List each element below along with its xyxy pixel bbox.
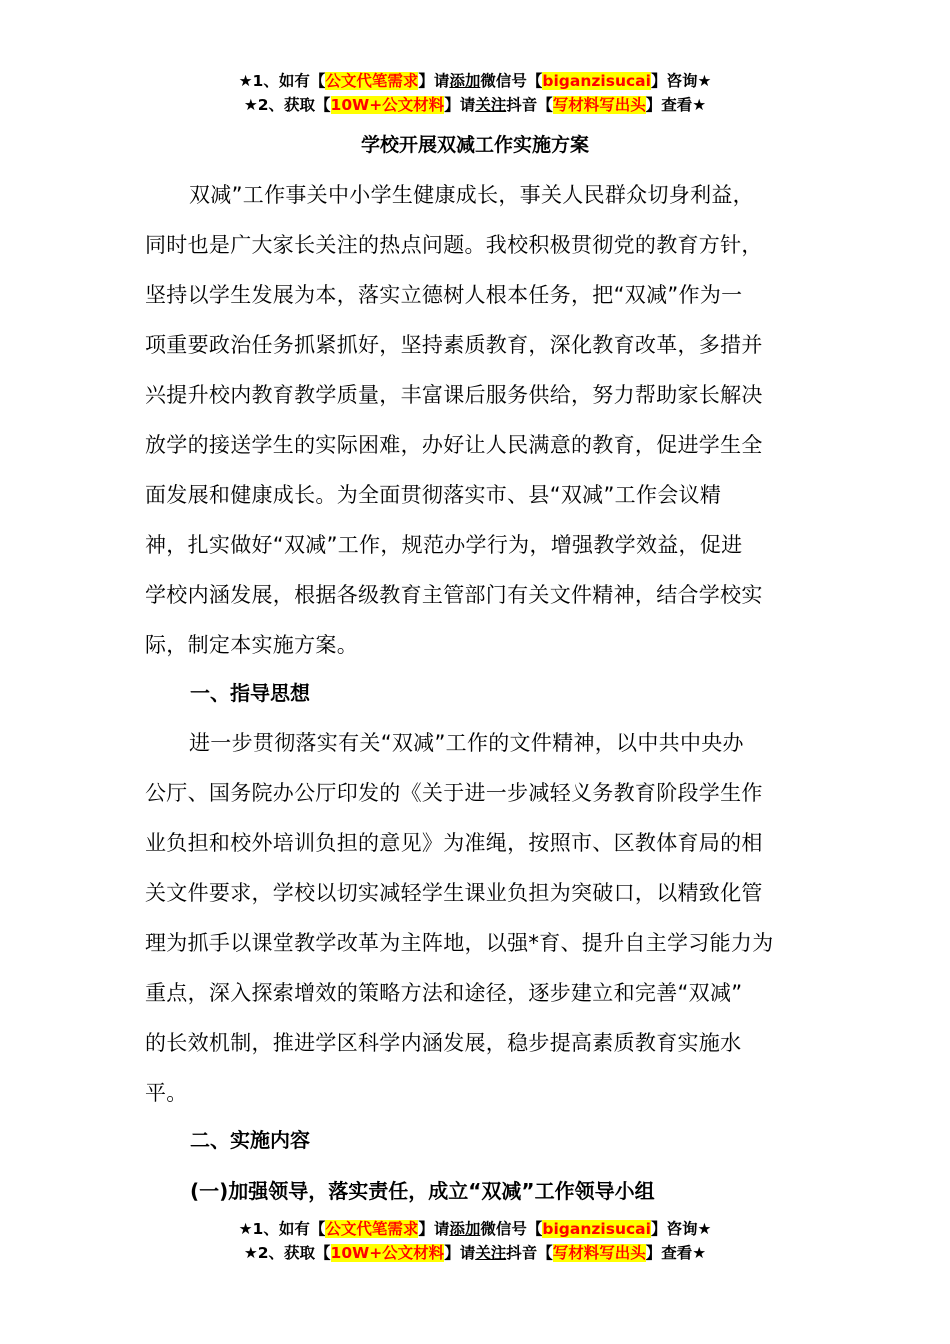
paragraph-line: 进一步贯彻落实有关“双减”工作的文件精神，以中共中央办 [189,731,744,755]
paragraph-line: 双减”工作事关中小学生健康成长，事关人民群众切身利益， [189,183,754,207]
section-heading-implementation: 二、实施内容 [190,1128,310,1152]
banner-text: ★1、如有【 [238,1220,326,1238]
highlight-text: 10W+公文材料 [330,1244,445,1262]
banner-text: ★2、获取【 [243,96,331,114]
bottom-banner [0,1217,950,1265]
banner-text: 微信号【 [480,1220,543,1238]
banner-text: ★2、获取【 [243,1244,331,1262]
paragraph-line: 重点，深入探索增效的策略方法和途径，逐步建立和完善“双减” [145,981,743,1005]
section-heading-guiding-ideology: 一、指导思想 [190,681,310,705]
banner-text: 抖音【 [506,1244,553,1262]
intro-paragraph [145,170,800,670]
highlight-text: 10W+公文材料 [330,96,445,114]
banner-text: 】咨询★ [650,1220,712,1238]
paragraph-line: 理为抓手以课堂教学改革为主阵地，以强*育、提升自主学习能力为 [145,931,774,955]
highlight-text: 公文代笔需求 [325,72,419,90]
paragraph-line: 坚持以学生发展为本，落实立德树人根本任务，把“双减”作为一 [145,283,743,307]
banner-text: ★1、如有【 [238,72,326,90]
paragraph-line: 同时也是广大家长关注的热点问题。我校积极贯彻党的教育方针， [145,233,763,257]
paragraph-line: 的长效机制，推进学区科学内涵发展，稳步提高素质教育实施水 [145,1031,742,1055]
paragraph-line: 关文件要求，学校以切实减轻学生课业负担为突破口，以精致化管 [145,881,763,905]
banner-text: 】请 [444,1244,476,1262]
banner-text: 】请 [418,72,450,90]
subsection-heading-leadership: (一)加强领导，落实责任，成立“双减”工作领导小组 [190,1179,655,1203]
banner-text: 】请 [418,1220,450,1238]
banner-line-2 [0,93,950,117]
banner-line-2 [0,1241,950,1265]
paragraph-line: 神，扎实做好“双减”工作，规范办学行为，增强教学效益，促进 [145,533,743,557]
banner-line-1 [0,1217,950,1241]
paragraph-line: 公厅、国务院办公厅印发的《关于进一步减轻义务教育阶段学生作 [145,781,763,805]
document-title: 学校开展双减工作实施方案 [360,134,589,156]
underlined-text: 添加 [449,1220,481,1238]
paragraph-line: 际，制定本实施方案。 [145,633,358,657]
wechat-id-highlight: biganzisucai [542,1220,651,1238]
paragraph-line: 学校内涵发展，根据各级教育主管部门有关文件精神，结合学校实 [145,583,763,607]
paragraph-line: 兴提升校内教育教学质量，丰富课后服务供给，努力帮助家长解决 [145,383,763,407]
douyin-id-highlight: 写材料写出头 [552,96,646,114]
banner-text: 】咨询★ [650,72,712,90]
section1-paragraph [145,718,800,1118]
banner-text: 】请 [444,96,476,114]
highlight-text: 公文代笔需求 [325,1220,419,1238]
paragraph-line: 项重要政治任务抓紧抓好，坚持素质教育，深化教育改革，多措并 [145,333,763,357]
paragraph-line: 面发展和健康成长。为全面贯彻落实市、县“双减”工作会议精 [145,483,722,507]
wechat-id-highlight: biganzisucai [542,72,651,90]
paragraph-line: 平。 [145,1081,188,1105]
paragraph-line: 业负担和校外培训负担的意见》为准绳，按照市、区教体育局的相 [145,831,763,855]
underlined-text: 关注 [475,1244,507,1262]
douyin-id-highlight: 写材料写出头 [552,1244,646,1262]
underlined-text: 关注 [475,96,507,114]
banner-text: 抖音【 [506,96,553,114]
banner-line-1 [0,69,950,93]
paragraph-line: 放学的接送学生的实际困难，办好让人民满意的教育，促进学生全 [145,433,763,457]
banner-text: 】查看★ [645,96,707,114]
banner-text: 】查看★ [645,1244,707,1262]
underlined-text: 添加 [449,72,481,90]
banner-text: 微信号【 [480,72,543,90]
top-banner [0,69,950,117]
